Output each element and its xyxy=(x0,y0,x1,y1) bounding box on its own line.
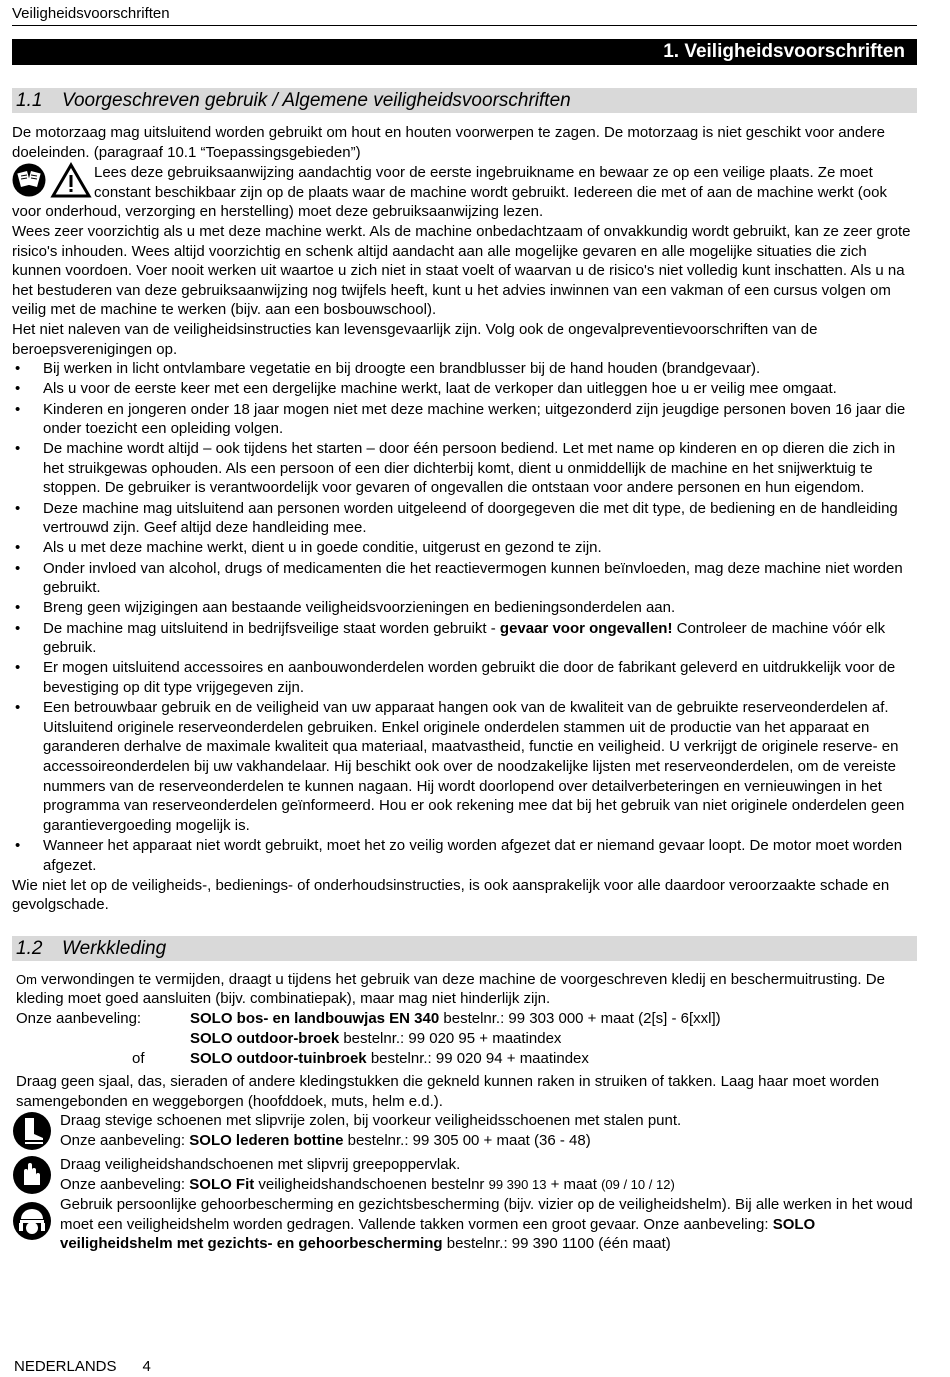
safety-boot-icon xyxy=(12,1111,60,1151)
list-item: • Als u voor de eerste keer met een dergelijke machine werkt, laat de verkoper dan uitleggen hoe u er veilig mee omgaat. xyxy=(15,380,837,398)
list-item: • Als u met deze machine werkt, dient u in goede conditie, uitgerust en gezond te zijn. xyxy=(15,539,602,557)
safety-glove-icon xyxy=(12,1155,60,1195)
list-item: • Er mogen uitsluitend accessoires en aanbouwonderdelen worden gebruikt die door de fabrikant geleverd en uitdrukkelijk voor de bevestiging op dit type vrijgegeven zijn. xyxy=(15,659,896,696)
closing-paragraph: Wie niet let op de veiligheids-, bedienings- of onderhoudsinstructies, is ook aansprakelijk voor alle daardoor veroorzaakte schade en gevolgschade. xyxy=(12,876,890,914)
footer-language: NEDERLANDS xyxy=(14,1358,117,1375)
gloves-recommendation: Onze aanbeveling: SOLO Fit veiligheidshandschoenen bestelnr 99 390 13 + maat (09 / 10 / 12) xyxy=(60,1175,675,1193)
list-item: • Een betrouwbaar gebruik en de veiligheid van uw apparaat hangen ook van de kwaliteit van de gebruikte reserveonderdelen af. Uitsluitend originele reserveonderdelen gebruiken. Enkel originele onderdelen stammen uit de productie van het apparaat en garanderen derhalve de maximale kwaliteit qua materiaal, maatvastheid, functie en veiligheid. U verkrijgt de originele reserve- en accessoireonderdelen bij uw vakhandelaar. Hij beschikt ook over de noodzakelijke lijsten met reserveonderdelen, om de vereiste nummers van de reserveonderdelen te kunnen nagaan. Hij wordt doorlopend over detailverbeteringen en vernieuwingen in het programma van reserveonderdelen geïnformeerd. Hou er ook rekening mee dat bij het gebruik van niet originele onderdelen geen garantievergoeding mogelijk is. xyxy=(15,699,905,834)
recommendation-row: Onze aanbeveling: SOLO bos- en landbouwjas EN 340 bestelnr.: 99 303 000 + maat (2[s] - 6[xxl]) xyxy=(16,1010,721,1028)
no-scarf-paragraph: Draag geen sjaal, das, sieraden of andere kledingstukken die gekneld kunnen raken in struiken of takken. Laag haar moet worden samengebonden en weggeborgen (hoofddoek, muts, helm e.d.). xyxy=(16,1073,880,1110)
clothing-recommendations xyxy=(12,1009,917,1069)
clothing-intro: Om verwondingen te vermijden, draagt u tijdens het gebruik van deze machine de voorgeschreven kledij en beschermuitrusting. De kleding moet goed aansluiten (bijv. combinatiepak), maar mag niet hinderlijk zijn. xyxy=(16,970,885,1008)
non-compliance-paragraph: Het niet naleven van de veiligheidsinstructies kan levensgevaarlijk zijn. Volg ook de ongevalpreventievoorschriften van de beroepsverenigingen op. xyxy=(12,320,818,358)
caution-paragraph: Wees zeer voorzichtig als u met deze machine werkt. Als de machine onbedachtzaam of onvakkundig wordt gebruikt, kan ze zeer grote risico's inhouden. Wees altijd voorzichtig en schenk altijd aandacht aan alle mogelijke gevaren en alle mogelijke situaties die zich kunnen voordoen. Voer nooit werken uit waartoe u zich niet in staat voelt of waarvan u de risico's niet volledig kunt inschatten. Als u na het bestuderen van deze gebruiksaanwijzing nog twijfels heeft, kunt u het advies inwinnen van een vakman of een cursus volgen om veilig met de machine te werken (bijv. aan een bosbouwschool). xyxy=(12,222,911,319)
list-item: • Wanneer het apparaat niet wordt gebruikt, moet het zo veilig worden afgezet dat er niemand gevaar loopt. De motor moet worden afgezet. xyxy=(15,836,903,874)
gloves-block xyxy=(12,1155,917,1195)
section-number: 1.1 xyxy=(16,90,43,111)
helmet-block xyxy=(12,1195,917,1254)
warning-triangle-icon xyxy=(53,165,89,196)
shoes-recommendation: Onze aanbeveling: SOLO lederen bottine bestelnr.: 99 305 00 + maat (36 - 48) xyxy=(60,1131,591,1149)
list-item: • Onder invloed van alcohol, drugs of medicamenten die het reactievermogen kunnen beïnvloeden, mag deze machine niet worden gebruikt. xyxy=(15,559,903,597)
section-title: Voorgeschreven gebruik / Algemene veiligheidsvoorschriften xyxy=(62,90,571,111)
intro-paragraph: De motorzaag mag uitsluitend worden gebruikt om hout en houten voorwerpen te zagen. De motorzaag is niet geschikt voor andere doeleinden. (paragraaf 10.1 “Toepassingsgebieden”) xyxy=(12,124,886,161)
recommendation-row: SOLO outdoor-broek bestelnr.: 99 020 95 + maatindex xyxy=(190,1030,562,1048)
read-manual-icon xyxy=(13,164,46,197)
shoes-text: Draag stevige schoenen met slipvrije zolen, bij voorkeur veiligheidsschoenen met stalen punt. xyxy=(60,1112,682,1130)
list-item: • Kinderen en jongeren onder 18 jaar mogen niet met deze machine werken; uitgezonderd zijn jeugdige personen boven 16 jaar die onder toezicht een opleiding volgen. xyxy=(15,400,906,438)
page-footer xyxy=(14,1358,151,1375)
list-item: • Breng geen wijzigingen aan bestaande veiligheidsvoorzieningen en bedieningsonderdelen aan. xyxy=(15,599,676,617)
section-heading-1-1 xyxy=(12,88,917,113)
running-header: Veiligheidsvoorschriften xyxy=(12,4,917,26)
list-item: • Deze machine mag uitsluitend aan personen worden uitgeleend of doorgegeven die met dit type, de bediening en de handleiding vertrouwd zijn. Geef altijd deze handleiding mee. xyxy=(15,499,898,537)
chapter-title: 1. Veiligheidsvoorschriften xyxy=(12,39,917,65)
section-heading-1-2 xyxy=(12,936,917,961)
safety-bullet-list xyxy=(12,359,917,875)
list-item: • De machine mag uitsluitend in bedrijfsveilige staat worden gebruikt - gevaar voor ongevallen! Controleer de machine vóór elk gebruik. xyxy=(15,619,886,657)
list-item: • Bij werken in licht ontvlambare vegetatie en bij droogte een brandblusser bij de hand houden (brandgevaar). xyxy=(15,360,761,378)
section-number: 1.2 xyxy=(16,937,43,959)
page-number: 4 xyxy=(142,1358,151,1375)
helmet-ear-face-protection-icon xyxy=(12,1195,60,1241)
gloves-text: Draag veiligheidshandschoenen met slipvrij greepoppervlak. xyxy=(60,1156,461,1174)
pictogram-group xyxy=(12,162,94,198)
read-manual-text: Lees deze gebruiksaanwijzing aandachtig voor de eerste ingebruikname en bewaar ze op een veilige plaats. Ze moet constant beschikbaar zijn op de plaats waar de machine wordt gebruikt. Iedereen die met of aan de machine werkt (ook voor onderhoud, verzorging en herstelling) moet deze gebruiksaanwijzing lezen. xyxy=(12,164,887,221)
section-title: Werkkleding xyxy=(62,937,167,959)
page xyxy=(12,4,917,1254)
recommendation-row: of SOLO outdoor-tuinbroek bestelnr.: 99 020 94 + maatindex xyxy=(132,1050,589,1068)
shoes-block xyxy=(12,1111,917,1151)
helmet-text: Gebruik persoonlijke gehoorbescherming en gezichtsbescherming (bijv. vizier op de veiligheidshelm). Bij alle werken in het woud moet een veiligheidshelm worden gedragen. Vallende takken vormen een groot gevaar. Onze aanbeveling: SOLO veiligheidshelm met gezichts- en gehoorbescherming bestelnr.: 99 390 1100 (één maat) xyxy=(60,1196,913,1253)
list-item: • De machine wordt altijd – ook tijdens het starten – door één persoon bediend. Let met name op kinderen en op dieren die zich in het struikgewas ophouden. Als een persoon of een dier dichterbij komt, dient u onmiddellijk de machine en het snijwerktuig te stoppen. De gebruiker is verantwoordelijk voor gevaren of ongevallen die ontstaan voor andere personen en hun eigendom. xyxy=(15,440,896,497)
read-manual-block xyxy=(12,162,917,222)
